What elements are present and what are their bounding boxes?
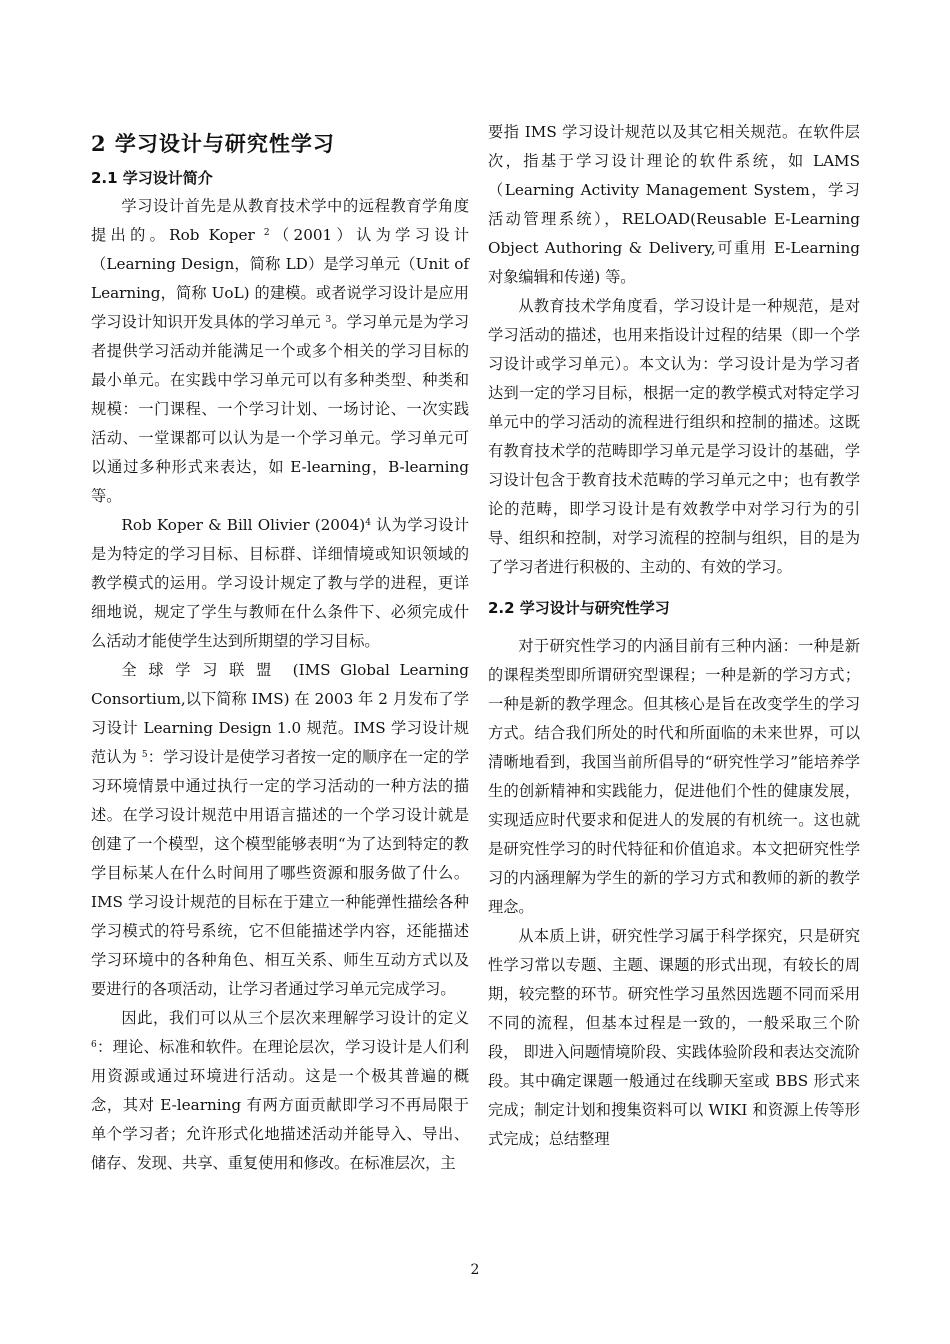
paragraph-1: 学习设计首先是从教育技术学中的远程教育学角度提出的。Rob Koper $^2$（2001）认为学习设计（Learning Design，简称 LD）是学习单元（Unit of Learning，简称 UoL) 的建模。或者说学习设计是应用学习设计知识开发具体的学习单元 $^3$。学习单元是为学习者提供学习活动并能满足一个或多个相关的学习目标的最小单元。在实践中学习单元可以有多种类型、种类和规模：一门课程、一个学习计划、一场讨论、一次实践活动、一堂课都可以认为是一个学习单元。学习单元可以通过多种形式来表达，如 E-learning，B-learning 等。 — [91, 197, 470, 505]
footnote-ref: 3 — [325, 315, 332, 325]
paragraph-7: 从本质上讲，研究性学习属于科学探究，只是研究性学习常以专题、主题、课题的形式出现，有较长的周期，较完整的环节。研究性学习虽然因选题不同而采用不同的流程，但基本过程是一致的，一般采取三个阶段， 即进入问题情境阶段、实践体验阶段和表达交流阶段。其中确定课题一般通过在线聊天室或 BBS 形式来完成；制定计划和搜集资料可以 WIKI 和资源上传等形式完成；总结整理 — [488, 927, 860, 1148]
footnote-ref: 6 — [91, 1040, 97, 1050]
paragraph-4-continued: 要指 IMS 学习设计规范以及其它相关规范。在软件层次，指基于学习设计理论的软件系统，如 LAMS（Learning Activity Management System，学习活动管理系统），RELOAD(Reusable E-Learning Object Authoring & Delivery,可重用 E-Learning 对象编辑和传递) 等。 — [488, 123, 860, 286]
left-column — [91, 118, 469, 1178]
footnote-ref: 4 — [365, 518, 371, 528]
paragraph-5: 从教育技术学角度看，学习设计是一种规范，是对学习活动的描述，也用来指设计过程的结果（即一个学习设计或学习单元）。本文认为：学习设计是为学习者达到一定的学习目标，根据一定的教学模式对特定学习单元中的学习活动的流程进行组织和控制的描述。这既有教育技术学的范畴即学习单元是学习设计的基础，学习设计包含于教育技术范畴的学习单元之中；也有教学论的范畴，即学习设计是有效教学中对学习行为的引导、组织和控制，对学习流程的控制与组织，目的是为了学习者进行积极的、主动的、有效的学习。 — [488, 297, 860, 576]
paragraph-6: 对于研究性学习的内涵目前有三种内涵：一种是新的课程类型即所谓研究型课程；一种是新的学习方式；一种是新的教学理念。但其核心是旨在改变学生的学习方式。结合我们所处的时代和所面临的未来世界，可以清晰地看到，我国当前所倡导的“研究性学习”能培养学生的创新精神和实践能力，促进他们个性的健康发展，实现适应时代要求和促进人的发展的有机统一。这也就是研究性学习的时代特征和价值追求。本文把研究性学习的内涵理解为学生的新的学习方式和教师的新的教学理念。 — [488, 637, 860, 916]
subsection-heading-2-1: 2.1 学习设计简介 — [91, 169, 213, 187]
subsection-heading-2-2: 2.2 学习设计与研究性学习 — [488, 599, 670, 617]
footnote-ref: 2 — [263, 228, 270, 238]
page-number: 2 — [470, 1262, 480, 1278]
paragraph-4: 因此，我们可以从三个层次来理解学习设计的定义 $^6$：理论、标准和软件。在理论层次，学习设计是人们利用资源或通过环境进行活动。这是一个极其普遍的概念，其对 E-learning 有两方面贡献即学习不再局限于单个学习者；允许形式化地描述活动并能导入、导出、储存、发现、共享、重复使用和修改。在标准层次，主 — [91, 1009, 469, 1172]
footnote-ref: 5 — [141, 750, 148, 760]
paragraph-2: Rob Koper & Bill Olivier $(2004)^4$ 认为学习设计是为特定的学习目标、目标群、详细情境或知识领域的教学模式的运用。学习设计规定了教与学的进程，更详细地说，规定了学生与教师在什么条件下、必须完成什么活动才能使学生达到所期望的学习目标。 — [91, 516, 469, 650]
section-heading: 2 学习设计与研究性学习 — [91, 131, 335, 156]
right-column — [488, 118, 860, 1154]
paragraph-3: 全球学习联盟 (IMS Global Learning Consortium,以下简称 IMS) 在 2003 年 2 月发布了学习设计 Learning Design 1.0 规范。IMS 学习设计规范认为 $^5$：学习设计是使学习者按一定的顺序在一定的学习环境情景中通过执行一定的学习活动的一种方法的描述。在学习设计规范中用语言描述的一个学习设计就是创建了一个模型，这个模型能够表明“为了达到特定的教学目标某人在什么时间用了哪些资源和服务做了什么。IMS 学习设计规范的目标在于建立一种能弹性描绘各种学习模式的符号系统，它不但能描述学内容，还能描述学习环境中的各种角色、相互关系、师生互动方式以及要进行的各项活动，让学习者通过学习单元完成学习。 — [91, 661, 470, 998]
